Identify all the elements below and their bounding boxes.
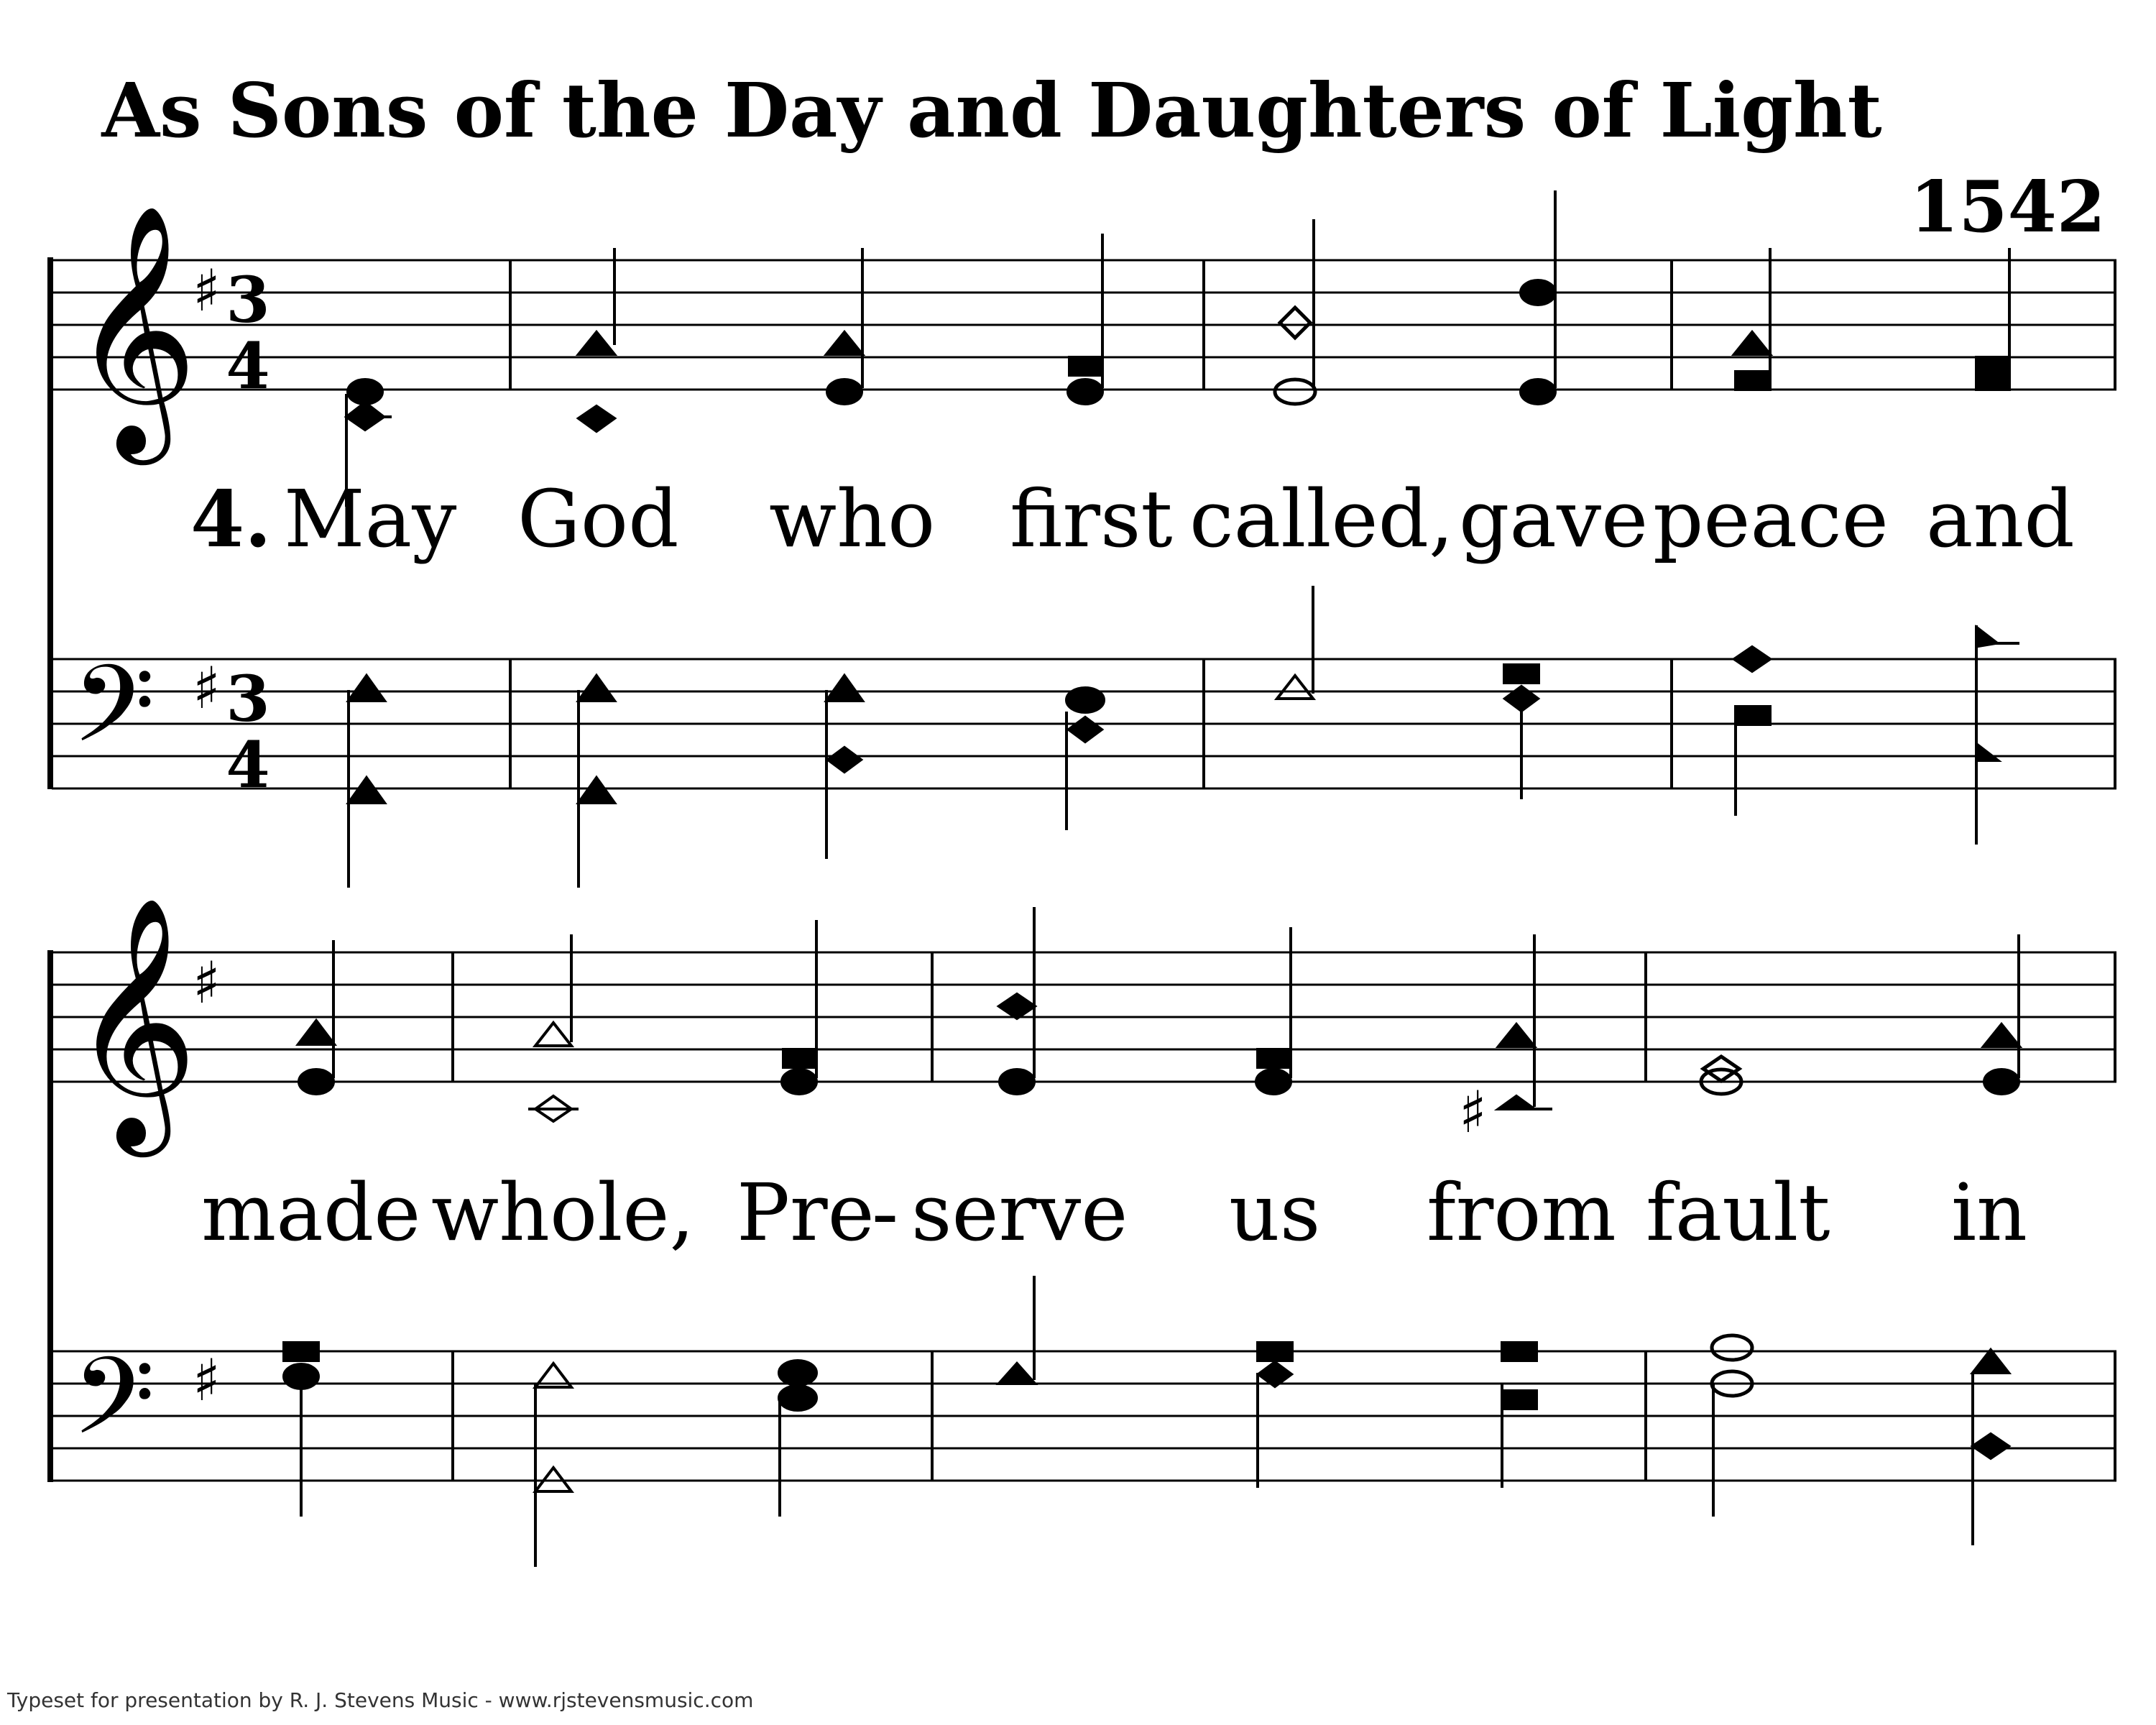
treble-time-signature-1 <box>226 262 270 403</box>
lyric-syllable: from <box>1427 1167 1616 1259</box>
svg-text:♯: ♯ <box>193 655 221 722</box>
svg-text:♯: ♯ <box>193 1347 221 1414</box>
lyric-syllable: serve <box>911 1167 1128 1259</box>
svg-text:3: 3 <box>226 661 270 736</box>
treble-notes-2 <box>298 907 2019 1146</box>
typeset-credit: Typeset for presentation by R. J. Stevens Music - www.rjstevensmusic.com <box>7 1688 754 1712</box>
treble-staff-2 <box>52 952 2116 1082</box>
lyric-syllable: made <box>201 1167 421 1259</box>
lyric-syllable: gave <box>1459 473 1649 565</box>
treble-notes-1 <box>346 190 2009 507</box>
treble-clef-2 <box>70 895 198 1159</box>
lyric-syllable: Pre <box>737 1167 875 1259</box>
bass-staff-2 <box>52 1351 2116 1481</box>
svg-text:♯: ♯ <box>193 949 221 1016</box>
system-brace <box>47 950 53 1482</box>
treble-key-signature-2 <box>193 949 221 1016</box>
lyric-syllable: and <box>1926 473 2075 565</box>
lyric-syllable: whole, <box>431 1167 695 1259</box>
lyric-syllable: God <box>517 473 679 565</box>
lyric-syllable: peace <box>1653 473 1889 565</box>
lyric-syllable: in <box>1951 1167 2028 1259</box>
hymn-number: 1542 <box>1909 166 2106 249</box>
bass-key-signature-1 <box>193 655 221 722</box>
system-brace <box>47 257 53 789</box>
svg-text:♯: ♯ <box>193 257 221 324</box>
svg-text:𝄢: 𝄢 <box>72 643 155 793</box>
svg-text:3: 3 <box>226 262 270 337</box>
treble-key-signature-1 <box>193 257 221 324</box>
svg-text:4: 4 <box>226 727 270 802</box>
svg-text:𝄞: 𝄞 <box>70 895 198 1146</box>
lyric-hyphen: - <box>872 1167 899 1259</box>
lyric-syllable: called, <box>1189 473 1455 565</box>
svg-text:𝄢: 𝄢 <box>72 1335 155 1485</box>
bass-clef-1 <box>72 643 155 793</box>
bass-notes-1 <box>349 586 2019 888</box>
verse-number: 4. <box>190 474 272 565</box>
lyrics-line-2 <box>201 1167 2027 1259</box>
svg-text:𝄞: 𝄞 <box>70 203 198 454</box>
lyric-syllable: us <box>1229 1167 1321 1259</box>
svg-text:4: 4 <box>226 328 270 403</box>
lyric-syllable: who <box>769 473 936 565</box>
lyric-syllable: first <box>1010 473 1173 565</box>
bass-time-signature-1 <box>226 661 270 802</box>
lyric-syllable: May <box>284 473 457 565</box>
hymn-title: As Sons of the Day and Daughters of Light <box>101 66 1882 155</box>
treble-clef-1 <box>70 203 198 466</box>
lyric-syllable: fault <box>1646 1167 1830 1259</box>
sharp-accidental: ♯ <box>1459 1079 1487 1146</box>
bass-key-signature-2 <box>193 1347 221 1414</box>
bass-notes-2 <box>284 1276 2009 1567</box>
bass-clef-2 <box>72 1335 155 1485</box>
lyrics-line-1 <box>190 473 2075 565</box>
